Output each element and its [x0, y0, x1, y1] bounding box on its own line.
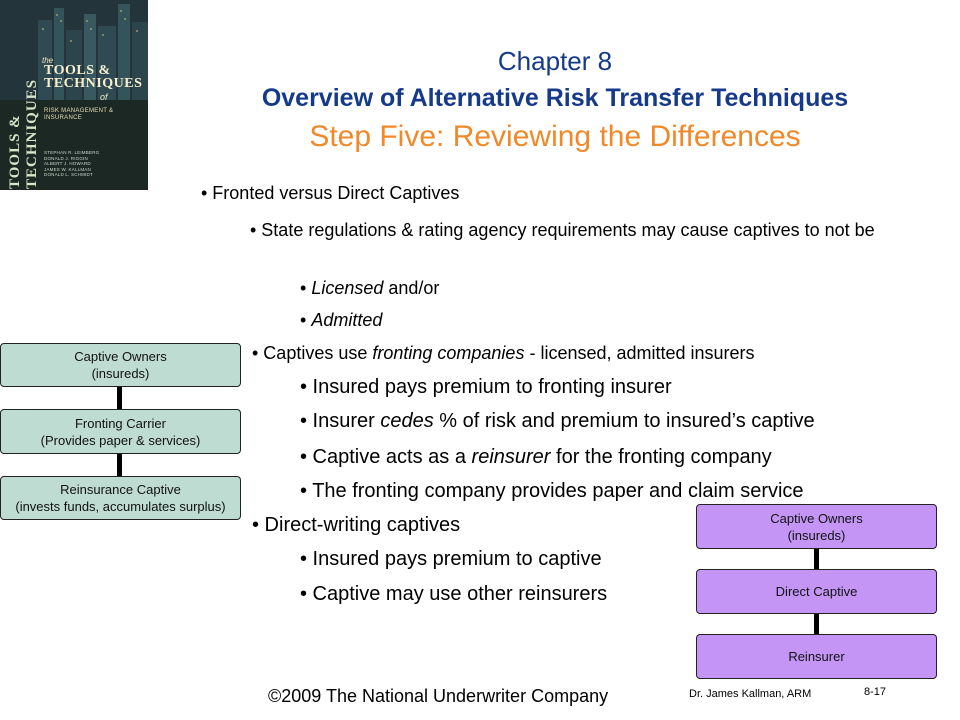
chapter-title: Chapter 8	[497, 46, 613, 76]
bullet-insured-pays-fronting: • Insured pays premium to fronting insurer	[300, 376, 672, 398]
cover-author: DONALD L. SCHMIDT	[44, 172, 93, 177]
bullet-state-regulations: • State regulations & rating agency requirements may cause captives to not be	[250, 220, 875, 240]
cover-author: STEPHAN R. LEIMBERG	[44, 150, 100, 155]
fronting-pre-text: • Captives use	[252, 343, 373, 363]
reinsurer-box	[696, 634, 937, 679]
cover-authors	[44, 150, 99, 178]
cedes-pre-text: • Insurer	[300, 410, 381, 432]
left-connector-1	[117, 386, 122, 410]
bullet-direct-writing: • Direct-writing captives	[252, 514, 461, 536]
cover-spine-text: TOOLS & TECHNIQUES	[7, 78, 40, 189]
direct-captive-label: Direct Captive	[775, 584, 858, 599]
bullet-insurer-cedes	[300, 410, 815, 433]
book-cover-image	[0, 0, 148, 190]
cover-subtitle: RISK MANAGEMENT & INSURANCE	[44, 108, 114, 121]
captive-owners-box-right	[696, 504, 937, 549]
cover-title-main: TOOLS & TECHNIQUES	[44, 63, 143, 91]
bullet-licensed: • Licensed and/or	[300, 278, 440, 298]
captive-owners-label: Captive Owners	[770, 510, 863, 526]
left-connector-2	[117, 453, 122, 477]
reinsurer-post-text: for the fronting company	[550, 446, 772, 468]
reinsurance-captive-sublabel: (invests funds, accumulates surplus)	[15, 499, 226, 514]
cedes-em-text: cedes	[380, 410, 434, 432]
copyright-footer: ©2009 The National Underwriter Company	[268, 686, 609, 706]
step-title: Step Five: Reviewing the Differences	[309, 120, 801, 153]
captive-owners-box-left	[0, 343, 241, 387]
admitted-text: Admitted	[311, 310, 383, 330]
bullet-admitted: • Admitted	[300, 310, 383, 330]
insureds-label: (insureds)	[91, 366, 150, 381]
cover-author: ALBERT J. HOWARD	[44, 161, 91, 166]
reinsurance-captive-box	[0, 476, 241, 520]
reinsurer-label: Reinsurer	[788, 649, 845, 664]
bullet-other-reinsurers: • Captive may use other reinsurers	[300, 583, 608, 605]
licensed-text: Licensed	[311, 278, 384, 298]
overview-title: Overview of Alternative Risk Transfer Techniques	[261, 84, 849, 112]
cover-author: DONALD J. RIGGIN	[44, 155, 88, 161]
direct-captive-box	[696, 569, 937, 614]
bullet-paper-claim-service: • The fronting company provides paper and claim service	[300, 480, 804, 502]
right-connector-2	[814, 613, 819, 635]
cedes-post-text: % of risk and premium to insured’s captive	[433, 410, 815, 432]
cover-title-of: of	[100, 92, 108, 102]
bullet-insured-pays-captive: • Insured pays premium to captive	[300, 548, 602, 570]
fronting-em-text: fronting companies	[372, 343, 525, 363]
fronting-carrier-box	[0, 409, 241, 454]
bullet-captive-reinsurer	[300, 446, 772, 469]
insureds-label: (insureds)	[787, 527, 846, 543]
reinsurer-em-text: reinsurer	[471, 446, 551, 468]
licensed-rest-text: and/or	[383, 278, 440, 298]
right-connector-1	[814, 548, 819, 570]
reinsurance-captive-label: Reinsurance Captive	[60, 482, 181, 497]
fronting-post-text: - licensed, admitted insurers	[524, 343, 755, 363]
fronting-carrier-sublabel: (Provides paper & services)	[40, 432, 201, 448]
fronting-carrier-label: Fronting Carrier	[74, 415, 166, 431]
bullet-fronting-companies	[252, 343, 755, 364]
author-footer: Dr. James Kallman, ARM	[689, 688, 812, 700]
cover-author: JAMES W. KALLMAN	[44, 166, 91, 172]
cover-spine	[7, 0, 40, 190]
cover-title-the: the	[42, 56, 54, 65]
page-number: 8-17	[864, 686, 887, 698]
bullet-fronted-vs-direct: • Fronted versus Direct Captives	[201, 183, 460, 203]
captive-owners-label: Captive Owners	[74, 349, 167, 364]
reinsurer-pre-text: • Captive acts as a	[300, 446, 472, 468]
